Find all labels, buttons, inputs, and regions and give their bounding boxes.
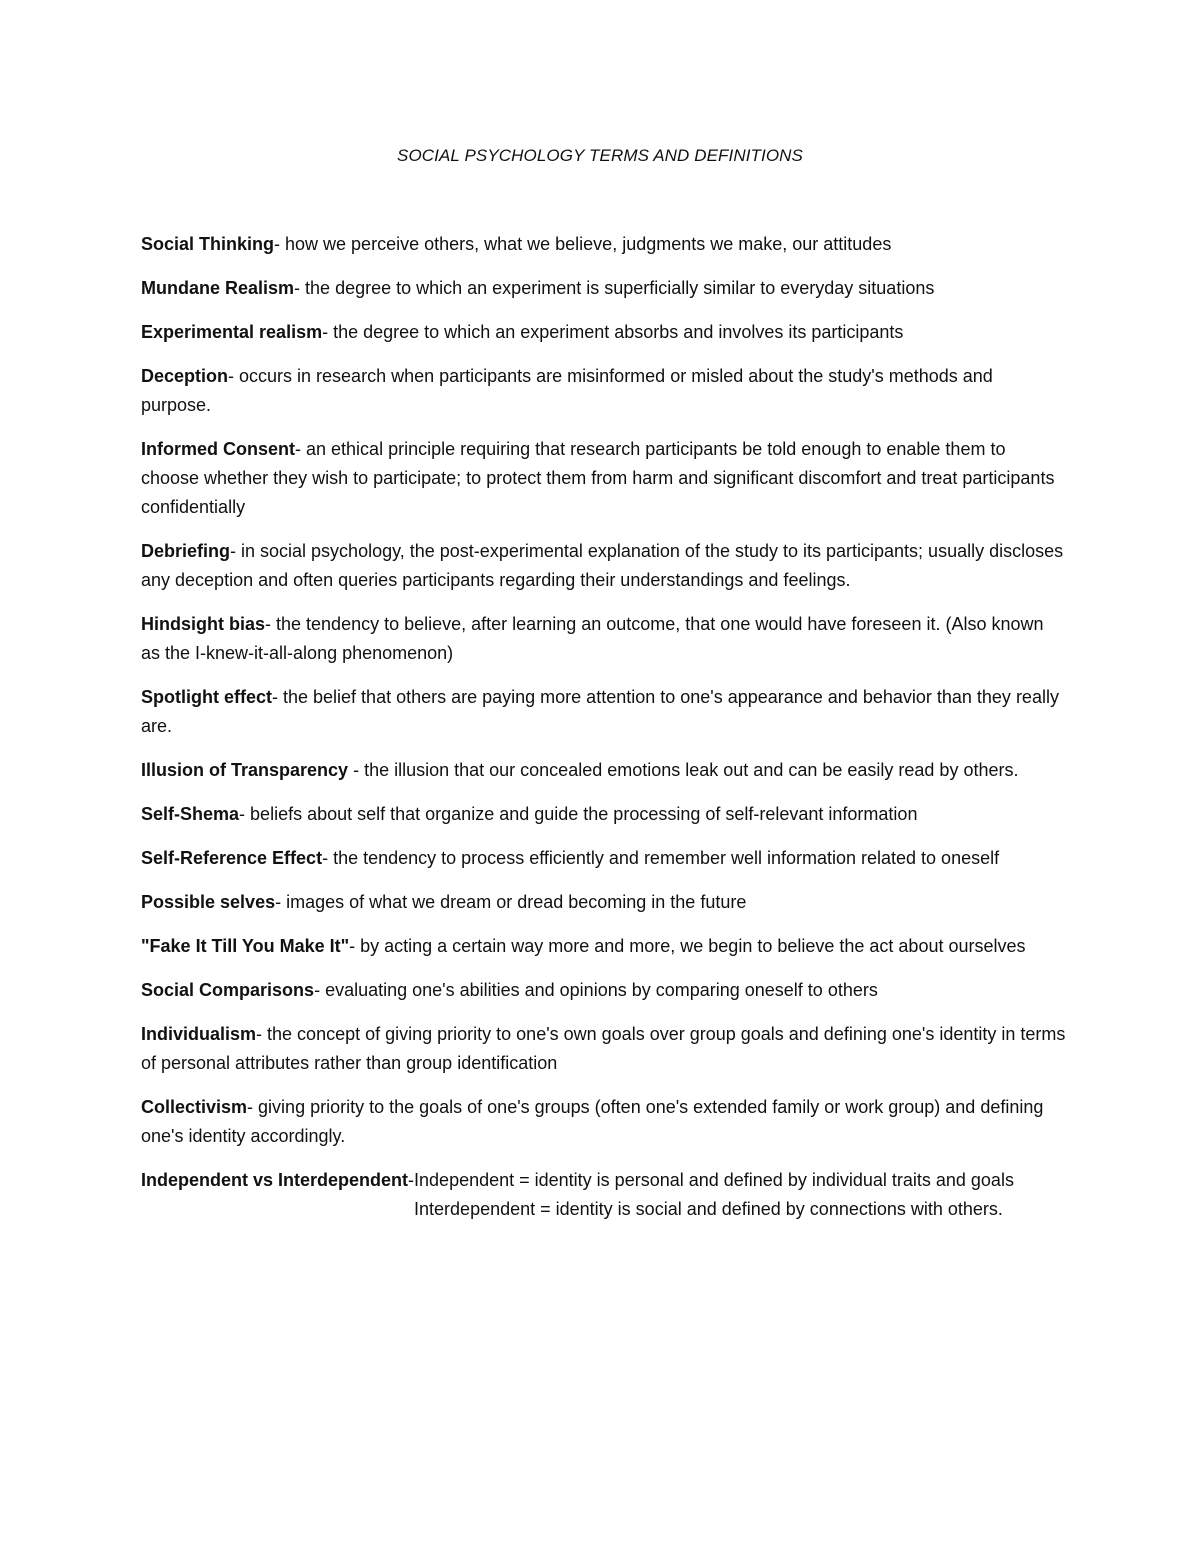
definition-text: the degree to which an experiment is superficially similar to everyday situations <box>305 278 935 298</box>
term: Informed Consent <box>141 439 296 459</box>
term: Illusion of Transparency <box>141 760 349 780</box>
definition-social-comparisons: Social Comparisons- evaluating one's abilities and opinions by comparing oneself to others <box>141 980 878 1000</box>
definition-text: how we perceive others, what we believe, judgments we make, our attitudes <box>285 234 892 254</box>
term: Social Comparisons <box>141 980 315 1000</box>
definition-text: giving priority to the goals of one's groups (often one's extended family or work group) and defining one's identity accordingly. <box>141 1097 1044 1146</box>
definition-text-group <box>414 1166 1029 1224</box>
definition-text: the tendency to process efficiently and remember well information related to oneself <box>333 848 1000 868</box>
definition-collectivism: Collectivism- giving priority to the goals of one's groups (often one's extended family or work group) and defining one's identity accordingly. <box>141 1097 1044 1146</box>
definition-spotlight-effect: Spotlight effect- the belief that others are paying more attention to one's appearance and behavior than they really are. <box>141 687 1059 736</box>
term: "Fake It Till You Make It" <box>141 936 350 956</box>
term: Spotlight effect <box>141 687 272 707</box>
definition-text: beliefs about self that organize and guide the processing of self-relevant information <box>250 804 918 824</box>
definition-interdependent: Interdependent = identity is social and defined by connections with others. <box>414 1199 1003 1219</box>
term: Self-Reference Effect <box>141 848 323 868</box>
definition-individualism: Individualism- the concept of giving priority to one's own goals over group goals and defining one's identity in terms of personal attributes rather than group identification <box>141 1024 1066 1073</box>
term: Debriefing <box>141 541 231 561</box>
term: Experimental realism <box>141 322 323 342</box>
term: Possible selves <box>141 892 276 912</box>
definition-text: an ethical principle requiring that research participants be told enough to enable them to choose whether they wish to participate; to protect them from harm and significant discomfort and treat participants confidentially <box>141 439 1055 517</box>
definition-fake-it-till-you-make-it: "Fake It Till You Make It"- by acting a certain way more and more, we begin to believe the act about ourselves <box>141 936 1026 956</box>
term: Mundane Realism <box>141 278 295 298</box>
definition-text: occurs in research when participants are misinformed or misled about the study's methods and purpose. <box>141 366 993 415</box>
definition-hindsight-bias: Hindsight bias- the tendency to believe, after learning an outcome, that one would have foreseen it. (Also known as the I-knew-it-all-along phenomenon) <box>141 614 1044 663</box>
term: Independent vs Interdependent <box>141 1170 409 1190</box>
definition-social-thinking: Social Thinking- how we perceive others, what we believe, judgments we make, our attitudes <box>141 234 892 254</box>
definition-text: in social psychology, the post-experimental explanation of the study to its participants; usually discloses any deception and often queries participants regarding their understandings and feelings. <box>141 541 1064 590</box>
term: Individualism <box>141 1024 257 1044</box>
term: Social Thinking <box>141 234 275 254</box>
definition-independent: Independent = identity is personal and defined by individual traits and goals <box>414 1170 1014 1190</box>
definition-text: the degree to which an experiment absorbs and involves its participants <box>333 322 904 342</box>
definition-independent-vs-interdependent: Independent vs Interdependent - Independent = identity is personal and defined by individual traits and goals Interdependent = identity is social and defined by connections with others. <box>141 1166 1066 1224</box>
definition-text: evaluating one's abilities and opinions by comparing oneself to others <box>325 980 878 1000</box>
definition-self-reference-effect: Self-Reference Effect- the tendency to process efficiently and remember well information related to oneself <box>141 848 1000 868</box>
definition-experimental-realism: Experimental realism- the degree to which an experiment absorbs and involves its participants <box>141 322 904 342</box>
definition-possible-selves: Possible selves- images of what we dream or dread becoming in the future <box>141 892 747 912</box>
definition-text: by acting a certain way more and more, we begin to believe the act about ourselves <box>360 936 1026 956</box>
term: Deception <box>141 366 229 386</box>
definition-text: the illusion that our concealed emotions leak out and can be easily read by others. <box>364 760 1019 780</box>
definition-self-shema: Self-Shema- beliefs about self that organize and guide the processing of self-relevant information <box>141 804 918 824</box>
term: Hindsight bias <box>141 614 266 634</box>
definitions-list <box>141 230 1066 1224</box>
term: Collectivism <box>141 1097 248 1117</box>
document-title: SOCIAL PSYCHOLOGY TERMS AND DEFINITIONS <box>397 146 803 165</box>
definition-text: images of what we dream or dread becoming in the future <box>286 892 747 912</box>
term: Self-Shema <box>141 804 240 824</box>
definition-mundane-realism: Mundane Realism- the degree to which an experiment is superficially similar to everyday situations <box>141 278 935 298</box>
definition-text: the belief that others are paying more attention to one's appearance and behavior than they really are. <box>141 687 1059 736</box>
definition-deception: Deception- occurs in research when participants are misinformed or misled about the study's methods and purpose. <box>141 366 993 415</box>
definition-debriefing: Debriefing- in social psychology, the post-experimental explanation of the study to its participants; usually discloses any deception and often queries participants regarding their understandings and feelings. <box>141 541 1064 590</box>
definition-informed-consent: Informed Consent- an ethical principle requiring that research participants be told enough to enable them to choose whether they wish to participate; to protect them from harm and significant discomfort and treat participants confidentially <box>141 439 1055 517</box>
definition-illusion-of-transparency: Illusion of Transparency - the illusion that our concealed emotions leak out and can be easily read by others. <box>141 760 1019 780</box>
definition-text: the concept of giving priority to one's own goals over group goals and defining one's identity in terms of personal attributes rather than group identification <box>141 1024 1066 1073</box>
definition-text: the tendency to believe, after learning an outcome, that one would have foreseen it. (Also known as the I-knew-it-all-along phenomenon) <box>141 614 1044 663</box>
